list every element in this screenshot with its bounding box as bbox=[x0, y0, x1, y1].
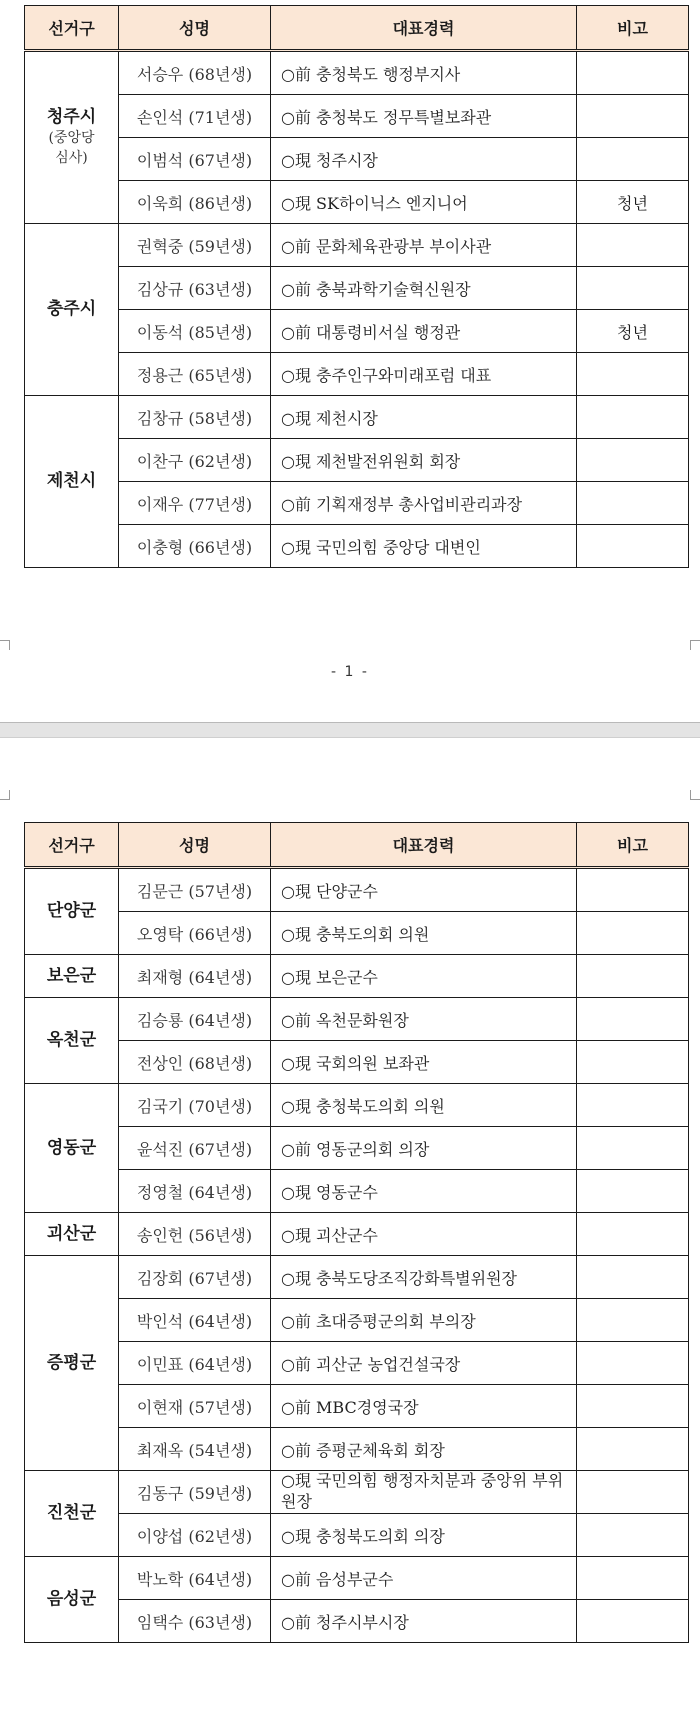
note-cell bbox=[577, 95, 689, 138]
candidate-name-cell: 김장회 (67년생) bbox=[119, 1256, 271, 1299]
table-row bbox=[25, 138, 689, 181]
table-row bbox=[25, 482, 689, 525]
note-cell bbox=[577, 1428, 689, 1471]
table-row bbox=[25, 1084, 689, 1127]
header-district: 선거구 bbox=[25, 823, 119, 868]
page-number: - 1 - bbox=[331, 664, 369, 680]
candidate-name-cell: 송인헌 (56년생) bbox=[119, 1213, 271, 1256]
table-row bbox=[25, 1600, 689, 1643]
candidate-name-cell: 이동석 (85년생) bbox=[119, 310, 271, 353]
note-cell bbox=[577, 396, 689, 439]
career-cell: ○現 단양군수 bbox=[271, 868, 577, 912]
table-row bbox=[25, 181, 689, 224]
note-cell bbox=[577, 1213, 689, 1256]
note-cell bbox=[577, 1514, 689, 1557]
candidate-name-cell: 정용근 (65년생) bbox=[119, 353, 271, 396]
career-cell: ○前 음성부군수 bbox=[271, 1557, 577, 1600]
table-row bbox=[25, 1557, 689, 1600]
note-cell bbox=[577, 138, 689, 181]
table-row bbox=[25, 396, 689, 439]
career-cell: ○前 증평군체육회 회장 bbox=[271, 1428, 577, 1471]
candidate-name-cell: 김창규 (58년생) bbox=[119, 396, 271, 439]
district-name: 보은군 bbox=[46, 965, 97, 986]
district-cell bbox=[25, 955, 119, 998]
note-cell bbox=[577, 224, 689, 267]
header-career: 대표경력 bbox=[271, 6, 577, 51]
table-row bbox=[25, 1127, 689, 1170]
career-cell: ○現 국회의원 보좌관 bbox=[271, 1041, 577, 1084]
district-cell bbox=[25, 868, 119, 955]
table-row bbox=[25, 1342, 689, 1385]
district-cell bbox=[25, 1557, 119, 1643]
note-cell: 청년 bbox=[577, 181, 689, 224]
candidate-name-cell: 이욱희 (86년생) bbox=[119, 181, 271, 224]
page-corner-mark bbox=[0, 640, 10, 650]
district-name: 청주시 bbox=[46, 107, 97, 128]
career-cell: ○前 옥천문화원장 bbox=[271, 998, 577, 1041]
candidate-name-cell: 김문근 (57년생) bbox=[119, 868, 271, 912]
district-name: 영동군 bbox=[46, 1137, 97, 1158]
candidate-table-page-1 bbox=[24, 5, 689, 568]
table-row bbox=[25, 1471, 689, 1514]
table-row bbox=[25, 51, 689, 95]
note-cell bbox=[577, 353, 689, 396]
header-name: 성명 bbox=[119, 823, 271, 868]
table-row bbox=[25, 1514, 689, 1557]
candidate-table-page-2 bbox=[24, 822, 689, 1643]
career-cell: ○前 충북과학기술혁신원장 bbox=[271, 267, 577, 310]
district-name: 진천군 bbox=[46, 1503, 97, 1524]
candidate-name-cell: 이범석 (67년생) bbox=[119, 138, 271, 181]
table-row bbox=[25, 1213, 689, 1256]
candidate-name-cell: 이민표 (64년생) bbox=[119, 1342, 271, 1385]
career-cell: ○現 충북도당조직강화특별위원장 bbox=[271, 1256, 577, 1299]
note-cell: 청년 bbox=[577, 310, 689, 353]
table-row bbox=[25, 353, 689, 396]
note-cell bbox=[577, 868, 689, 912]
career-cell: ○現 SK하이닉스 엔지니어 bbox=[271, 181, 577, 224]
candidate-name-cell: 손인석 (71년생) bbox=[119, 95, 271, 138]
candidate-name-cell: 김상규 (63년생) bbox=[119, 267, 271, 310]
note-cell bbox=[577, 1299, 689, 1342]
table-header-row bbox=[25, 6, 689, 51]
note-cell bbox=[577, 1170, 689, 1213]
career-cell: ○前 MBC경영국장 bbox=[271, 1385, 577, 1428]
note-cell bbox=[577, 1084, 689, 1127]
note-cell bbox=[577, 1342, 689, 1385]
header-career: 대표경력 bbox=[271, 823, 577, 868]
candidate-name-cell: 김승룡 (64년생) bbox=[119, 998, 271, 1041]
candidate-name-cell: 이찬구 (62년생) bbox=[119, 439, 271, 482]
district-name: 음성군 bbox=[46, 1589, 97, 1610]
note-cell bbox=[577, 1127, 689, 1170]
district-name: 충주시 bbox=[46, 299, 97, 320]
note-cell bbox=[577, 912, 689, 955]
header-district: 선거구 bbox=[25, 6, 119, 51]
candidate-name-cell: 최재형 (64년생) bbox=[119, 955, 271, 998]
candidate-name-cell: 서승우 (68년생) bbox=[119, 51, 271, 95]
career-cell: ○現 영동군수 bbox=[271, 1170, 577, 1213]
district-note: (중앙당 심사) bbox=[48, 130, 95, 166]
note-cell bbox=[577, 525, 689, 568]
candidate-name-cell: 전상인 (68년생) bbox=[119, 1041, 271, 1084]
table-header-row bbox=[25, 823, 689, 868]
career-cell: ○現 청주시장 bbox=[271, 138, 577, 181]
note-cell bbox=[577, 1256, 689, 1299]
candidate-name-cell: 오영탁 (66년생) bbox=[119, 912, 271, 955]
note-cell bbox=[577, 955, 689, 998]
candidate-name-cell: 윤석진 (67년생) bbox=[119, 1127, 271, 1170]
career-cell: ○現 보은군수 bbox=[271, 955, 577, 998]
candidate-name-cell: 김국기 (70년생) bbox=[119, 1084, 271, 1127]
header-note: 비고 bbox=[577, 823, 689, 868]
note-cell bbox=[577, 51, 689, 95]
candidate-name-cell: 최재옥 (54년생) bbox=[119, 1428, 271, 1471]
career-cell: ○現 제천시장 bbox=[271, 396, 577, 439]
header-note: 비고 bbox=[577, 6, 689, 51]
career-cell: ○前 초대증평군의회 부의장 bbox=[271, 1299, 577, 1342]
district-cell bbox=[25, 396, 119, 568]
district-name: 옥천군 bbox=[46, 1030, 97, 1051]
career-cell: ○現 괴산군수 bbox=[271, 1213, 577, 1256]
candidate-name-cell: 권혁중 (59년생) bbox=[119, 224, 271, 267]
note-cell bbox=[577, 439, 689, 482]
table-row bbox=[25, 525, 689, 568]
page-corner-mark bbox=[0, 790, 10, 800]
district-cell bbox=[25, 1471, 119, 1557]
table-row bbox=[25, 868, 689, 912]
table-row bbox=[25, 224, 689, 267]
district-name: 제천시 bbox=[46, 471, 97, 492]
district-cell bbox=[25, 1256, 119, 1471]
career-cell: ○現 국민의힘 행정자치분과 중앙위 부위원장 bbox=[271, 1471, 577, 1514]
header-name: 성명 bbox=[119, 6, 271, 51]
candidate-name-cell: 박인석 (64년생) bbox=[119, 1299, 271, 1342]
note-cell bbox=[577, 998, 689, 1041]
note-cell bbox=[577, 1600, 689, 1643]
note-cell bbox=[577, 482, 689, 525]
page-corner-mark bbox=[690, 790, 700, 800]
career-cell: ○現 국민의힘 중앙당 대변인 bbox=[271, 525, 577, 568]
note-cell bbox=[577, 1557, 689, 1600]
table-row bbox=[25, 998, 689, 1041]
district-name: 증평군 bbox=[46, 1352, 97, 1373]
career-cell: ○現 제천발전위원회 회장 bbox=[271, 439, 577, 482]
table-row bbox=[25, 1256, 689, 1299]
candidate-name-cell: 이충형 (66년생) bbox=[119, 525, 271, 568]
note-cell bbox=[577, 1471, 689, 1514]
table-row bbox=[25, 439, 689, 482]
table-row bbox=[25, 95, 689, 138]
district-name: 단양군 bbox=[46, 901, 97, 922]
note-cell bbox=[577, 267, 689, 310]
career-cell: ○現 충청북도의회 의원 bbox=[271, 1084, 577, 1127]
career-cell: ○現 충북도의회 의원 bbox=[271, 912, 577, 955]
note-cell bbox=[577, 1041, 689, 1084]
district-cell bbox=[25, 998, 119, 1084]
candidate-name-cell: 이재우 (77년생) bbox=[119, 482, 271, 525]
table-row bbox=[25, 912, 689, 955]
note-cell bbox=[577, 1385, 689, 1428]
document-page-1 bbox=[0, 0, 700, 722]
candidate-name-cell: 임택수 (63년생) bbox=[119, 1600, 271, 1643]
page-corner-mark bbox=[690, 640, 700, 650]
career-cell: ○前 기획재정부 총사업비관리과장 bbox=[271, 482, 577, 525]
table-row bbox=[25, 955, 689, 998]
career-cell: ○前 충청북도 정무특별보좌관 bbox=[271, 95, 577, 138]
district-cell bbox=[25, 224, 119, 396]
career-cell: ○前 청주시부시장 bbox=[271, 1600, 577, 1643]
table-row bbox=[25, 1428, 689, 1471]
table-row bbox=[25, 1385, 689, 1428]
candidate-name-cell: 김동구 (59년생) bbox=[119, 1471, 271, 1514]
table-row bbox=[25, 1170, 689, 1213]
career-cell: ○前 대통령비서실 행정관 bbox=[271, 310, 577, 353]
candidate-name-cell: 정영철 (64년생) bbox=[119, 1170, 271, 1213]
district-cell bbox=[25, 1213, 119, 1256]
career-cell: ○前 충청북도 행정부지사 bbox=[271, 51, 577, 95]
candidate-name-cell: 이양섭 (62년생) bbox=[119, 1514, 271, 1557]
table-body-page-2 bbox=[25, 868, 689, 1643]
document-page-2 bbox=[0, 738, 700, 1723]
career-cell: ○前 문화체육관광부 부이사관 bbox=[271, 224, 577, 267]
district-cell bbox=[25, 1084, 119, 1213]
career-cell: ○前 영동군의회 의장 bbox=[271, 1127, 577, 1170]
candidate-name-cell: 박노학 (64년생) bbox=[119, 1557, 271, 1600]
table-row bbox=[25, 310, 689, 353]
district-name: 괴산군 bbox=[46, 1223, 97, 1244]
table-row bbox=[25, 1041, 689, 1084]
table-body-page-1 bbox=[25, 51, 689, 568]
table-row bbox=[25, 267, 689, 310]
career-cell: ○前 괴산군 농업건설국장 bbox=[271, 1342, 577, 1385]
career-cell: ○現 충청북도의회 의장 bbox=[271, 1514, 577, 1557]
career-cell: ○現 충주인구와미래포럼 대표 bbox=[271, 353, 577, 396]
candidate-name-cell: 이현재 (57년생) bbox=[119, 1385, 271, 1428]
district-cell bbox=[25, 51, 119, 224]
table-row bbox=[25, 1299, 689, 1342]
page-separator bbox=[0, 722, 700, 738]
